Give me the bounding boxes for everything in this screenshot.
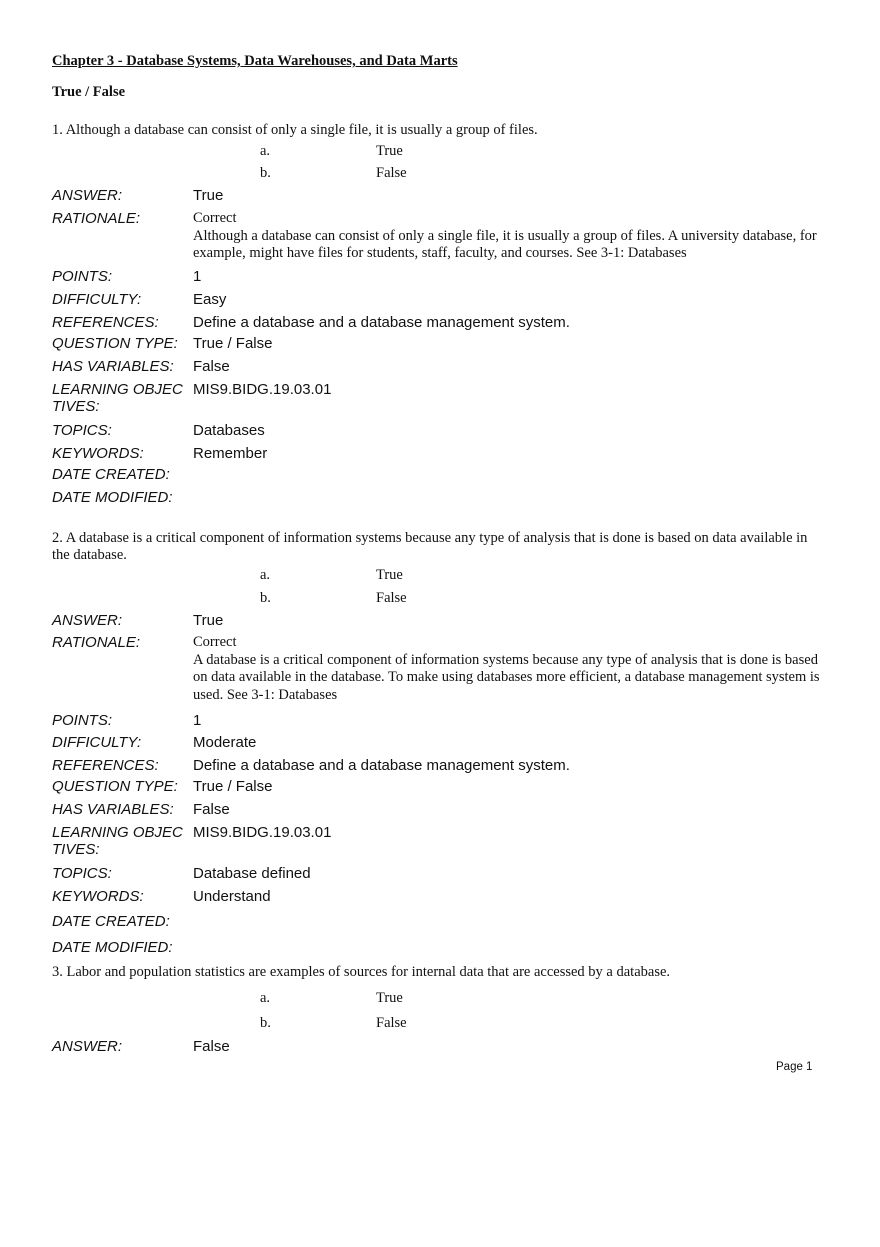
keywords-value: Remember: [193, 445, 268, 462]
points-label: POINTS:: [52, 268, 113, 285]
option-text: True: [376, 990, 403, 1006]
option-text: True: [376, 567, 403, 583]
date-created-label: DATE CREATED:: [52, 913, 170, 930]
difficulty-label: DIFFICULTY:: [52, 734, 142, 751]
topics-label: TOPICS:: [52, 422, 112, 439]
rationale-text: [193, 634, 828, 704]
learning-objectives-value: MIS9.BIDG.19.03.01: [193, 381, 332, 398]
keywords-label: KEYWORDS:: [52, 888, 144, 905]
keywords-label: KEYWORDS:: [52, 445, 144, 462]
question-type-label: QUESTION TYPE:: [52, 778, 178, 795]
date-modified-label: DATE MODIFIED:: [52, 939, 173, 956]
rationale-label: RATIONALE:: [52, 634, 141, 651]
option-text: False: [376, 590, 407, 606]
references-label: REFERENCES:: [52, 314, 159, 331]
points-value: 1: [193, 268, 202, 285]
rationale-title: Correct: [193, 634, 237, 650]
question-type-value: True / False: [193, 778, 273, 795]
section-title: True / False: [52, 84, 126, 100]
option-text: False: [376, 165, 407, 181]
learning-objectives-label: LEARNING OBJECTIVES:: [52, 824, 183, 858]
answer-value: False: [193, 1038, 230, 1055]
question-type-label: QUESTION TYPE:: [52, 335, 178, 352]
chapter-title: Chapter 3 - Database Systems, Data Warehouses, and Data Marts: [52, 53, 458, 69]
rationale-body: A database is a critical component of information systems because any type of analysis that is done is based on data available in the database. To make using databases more efficient, a database management system is used. See 3-1: Databases: [193, 651, 820, 703]
rationale-title: Correct: [193, 210, 237, 226]
answer-label: ANSWER:: [52, 612, 123, 629]
option-letter: a.: [260, 143, 271, 159]
answer-label: ANSWER:: [52, 1038, 123, 1055]
difficulty-label: DIFFICULTY:: [52, 291, 142, 308]
references-value: Define a database and a database management system.: [193, 314, 570, 331]
page-number: Page 1: [776, 1061, 813, 1073]
option-letter: b.: [260, 1015, 271, 1031]
topics-label: TOPICS:: [52, 865, 112, 882]
answer-label: ANSWER:: [52, 187, 123, 204]
date-created-label: DATE CREATED:: [52, 466, 170, 483]
difficulty-value: Easy: [193, 291, 227, 308]
rationale-text: [193, 210, 828, 263]
learning-objectives-label: LEARNING OBJECTIVES:: [52, 381, 183, 415]
has-variables-value: False: [193, 801, 230, 818]
question-type-value: True / False: [193, 335, 273, 352]
option-text: True: [376, 143, 403, 159]
keywords-value: Understand: [193, 888, 271, 905]
points-value: 1: [193, 712, 202, 729]
option-letter: b.: [260, 590, 271, 606]
references-value: Define a database and a database management system.: [193, 757, 570, 774]
has-variables-label: HAS VARIABLES:: [52, 358, 174, 375]
answer-value: True: [193, 612, 224, 629]
answer-value: True: [193, 187, 224, 204]
date-modified-label: DATE MODIFIED:: [52, 489, 173, 506]
learning-objectives-value: MIS9.BIDG.19.03.01: [193, 824, 332, 841]
question-text: 3. Labor and population statistics are examples of sources for internal data that are accessed by a database.: [52, 964, 671, 980]
has-variables-label: HAS VARIABLES:: [52, 801, 174, 818]
rationale-body: Although a database can consist of only a single file, it is usually a group of files. A university database, for example, might have files for students, staff, faculty, and courses. See 3-1: Databases: [193, 227, 817, 261]
option-text: False: [376, 1015, 407, 1031]
topics-value: Databases: [193, 422, 265, 439]
rationale-label: RATIONALE:: [52, 210, 141, 227]
question-text: 1. Although a database can consist of only a single file, it is usually a group of files.: [52, 122, 538, 138]
has-variables-value: False: [193, 358, 230, 375]
difficulty-value: Moderate: [193, 734, 257, 751]
question-text: 2. A database is a critical component of information systems because any type of analysis that is done is based on data available in the database.: [52, 530, 808, 563]
option-letter: a.: [260, 567, 271, 583]
option-letter: a.: [260, 990, 271, 1006]
points-label: POINTS:: [52, 712, 113, 729]
references-label: REFERENCES:: [52, 757, 159, 774]
option-letter: b.: [260, 165, 271, 181]
topics-value: Database defined: [193, 865, 311, 882]
